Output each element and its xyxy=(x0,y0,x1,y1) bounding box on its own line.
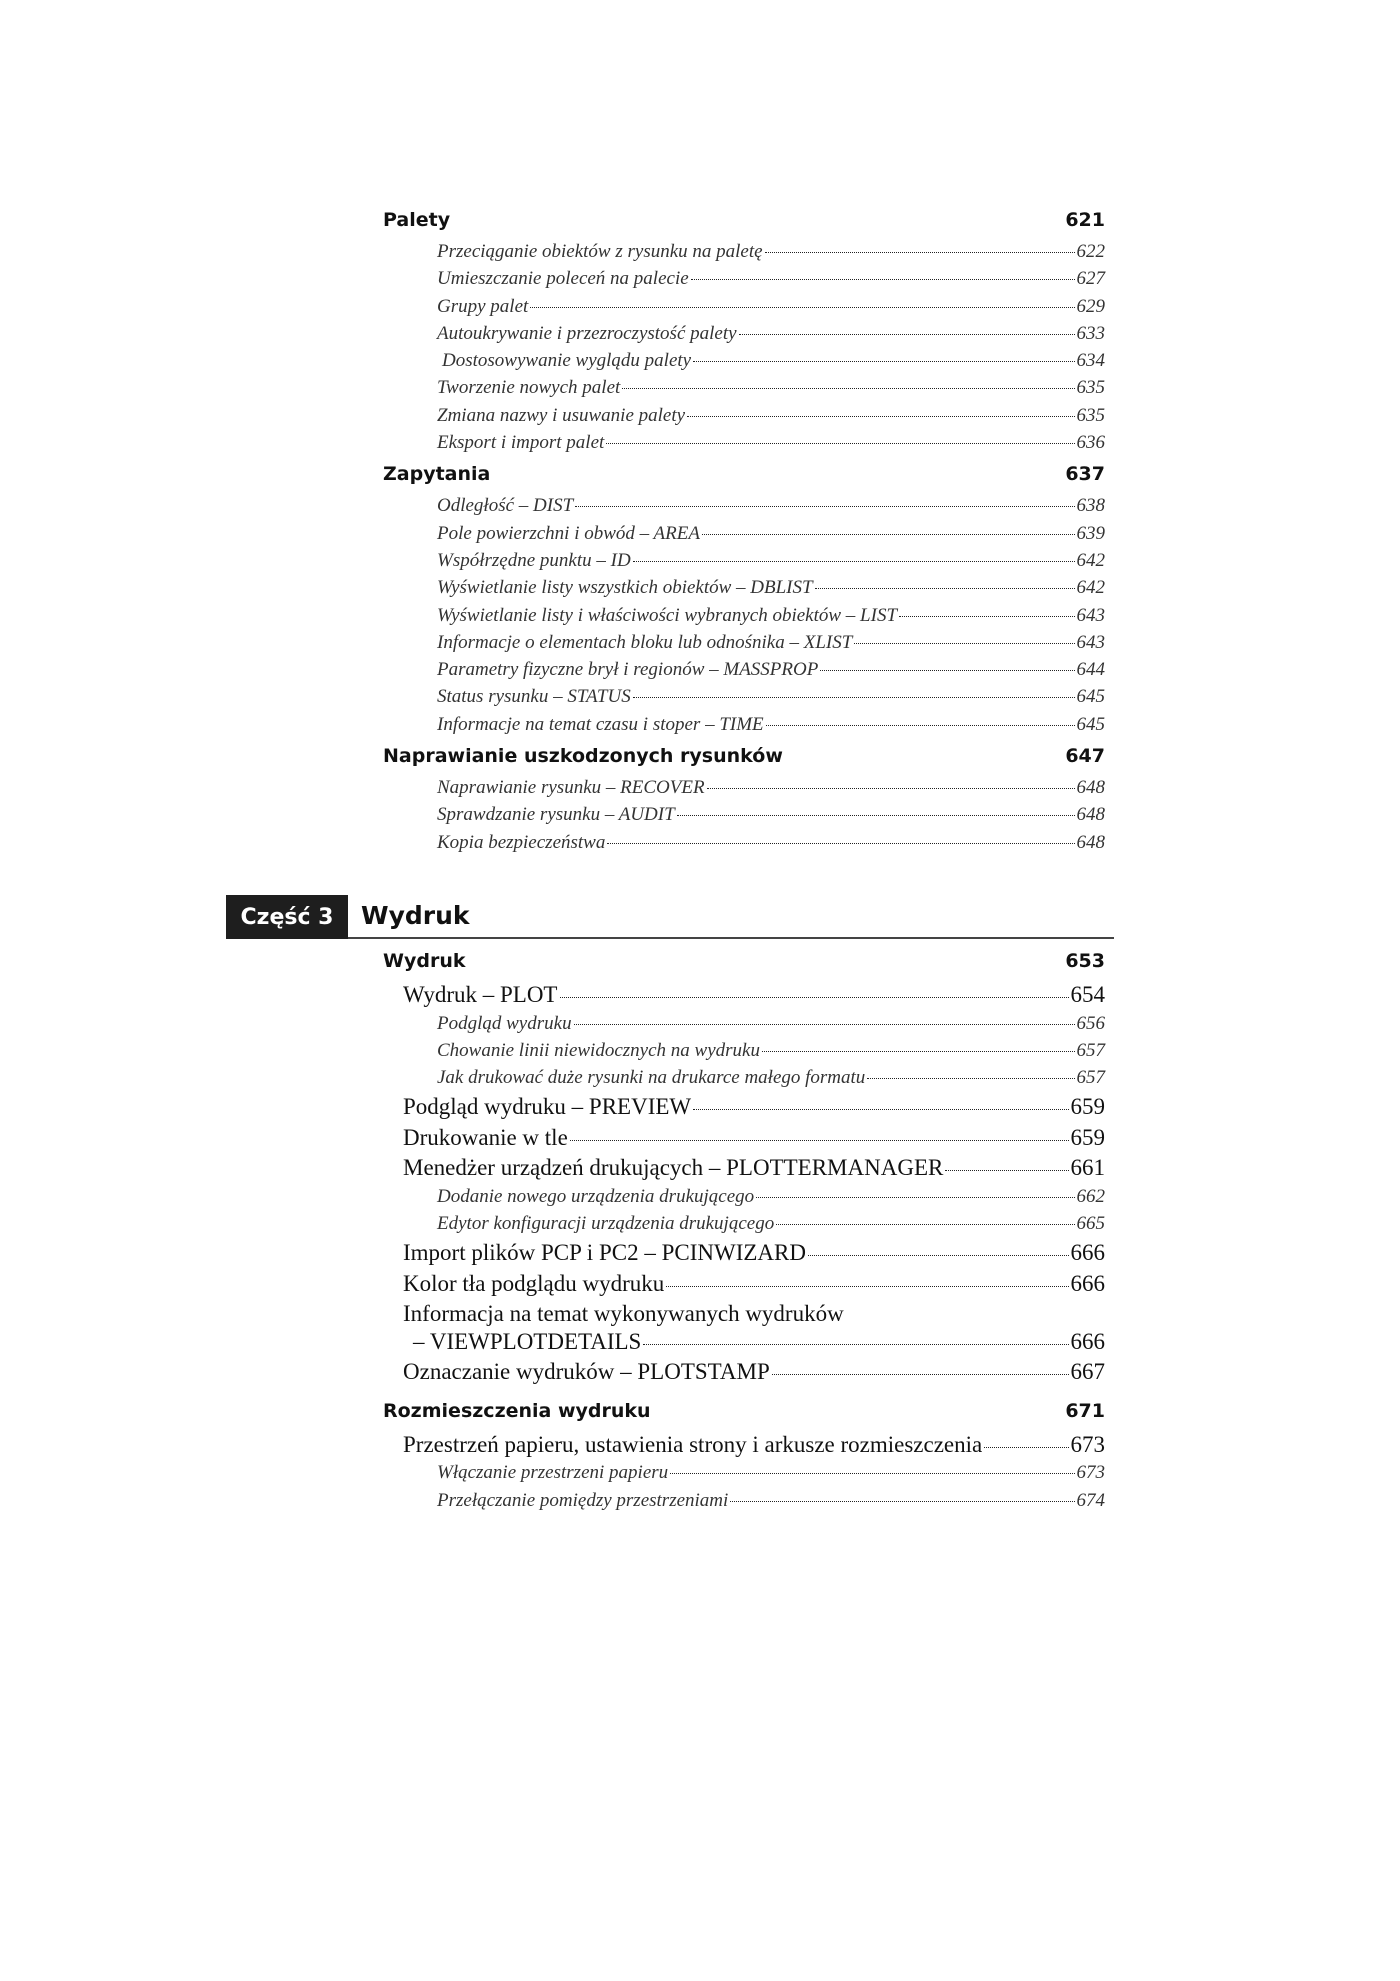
entry-page: 661 xyxy=(1070,1155,1105,1181)
dot-leader xyxy=(691,279,1075,280)
entry-title: Edytor konfiguracji urządzenia drukującego xyxy=(437,1213,775,1235)
dot-leader xyxy=(693,1109,1068,1110)
toc-entry[interactable] xyxy=(383,1013,1105,1040)
entry-title: Naprawianie rysunku – RECOVER xyxy=(437,777,705,799)
toc-entry[interactable] xyxy=(383,323,1105,350)
entry-page: 634 xyxy=(1076,350,1105,372)
entry-title: Odległość – DIST xyxy=(437,495,574,517)
toc-entry[interactable] xyxy=(383,832,1105,859)
entry-page: 639 xyxy=(1076,522,1105,544)
toc-block-2 xyxy=(383,950,1105,1517)
toc-block-1 xyxy=(383,209,1105,859)
entry-title: Przeciąganie obiektów z rysunku na paletę xyxy=(437,241,763,262)
entry-title: Informacje o elementach bloku lub odnośnika – XLIST xyxy=(437,631,853,653)
toc-entry[interactable] xyxy=(383,495,1105,522)
dot-leader xyxy=(815,588,1075,589)
section-page: 637 xyxy=(1065,463,1105,486)
toc-entry[interactable] xyxy=(383,1462,1105,1489)
toc-entry[interactable] xyxy=(383,1213,1105,1240)
entry-page: 665 xyxy=(1076,1213,1105,1235)
toc-entry[interactable] xyxy=(383,405,1105,432)
toc-entry[interactable] xyxy=(383,241,1105,268)
entry-page: 666 xyxy=(1070,1270,1105,1296)
dot-leader xyxy=(756,1197,1074,1198)
entry-page: 659 xyxy=(1070,1124,1105,1150)
entry-page: 645 xyxy=(1076,713,1105,735)
dot-leader xyxy=(687,416,1074,417)
entry-page: 643 xyxy=(1076,604,1105,626)
entry-title: Kolor tła podglądu wydruku xyxy=(403,1270,665,1296)
entry-title: Autoukrywanie i przezroczystość palety xyxy=(437,322,737,344)
dot-leader xyxy=(776,1224,1074,1225)
entry-page: 673 xyxy=(1070,1431,1105,1457)
entry-title: Kopia bezpieczeństwa xyxy=(437,831,606,853)
entry-title: Oznaczanie wydruków – PLOTSTAMP xyxy=(403,1359,770,1385)
entry-page: 648 xyxy=(1076,831,1105,853)
entry-title: Drukowanie w tle xyxy=(403,1124,568,1150)
entry-page: 659 xyxy=(1070,1094,1105,1120)
entry-page: 666 xyxy=(1070,1240,1105,1266)
entry-page: 645 xyxy=(1076,686,1105,708)
toc-section-rozmieszczenia[interactable] xyxy=(383,1400,1105,1432)
section-title: Zapytania xyxy=(383,463,491,486)
toc-entry-major[interactable] xyxy=(383,1432,1105,1463)
dot-leader xyxy=(762,1051,1075,1052)
toc-entry[interactable] xyxy=(383,1067,1105,1094)
toc-entry[interactable] xyxy=(383,268,1105,295)
entry-title: Parametry fizyczne brył i regionów – MASSPROP xyxy=(437,659,819,681)
part-title: Wydruk xyxy=(361,901,470,930)
toc-entry-major[interactable] xyxy=(383,1240,1105,1271)
toc-entry-major[interactable] xyxy=(383,1094,1105,1125)
section-page: 671 xyxy=(1065,1399,1105,1422)
dot-leader xyxy=(899,616,1074,617)
dot-leader xyxy=(622,388,1074,389)
toc-entry-major[interactable] xyxy=(383,1125,1105,1156)
entry-page: 636 xyxy=(1076,432,1105,454)
entry-page: 662 xyxy=(1076,1185,1105,1207)
toc-entry-major-wrapped[interactable] xyxy=(383,1301,1105,1359)
dot-leader xyxy=(984,1447,1068,1448)
entry-title: Grupy palet xyxy=(437,295,529,317)
entry-page: 642 xyxy=(1076,549,1105,571)
dot-leader xyxy=(854,643,1074,644)
dot-leader xyxy=(666,1286,1068,1287)
toc-entry[interactable] xyxy=(383,550,1105,577)
dot-leader xyxy=(677,815,1075,816)
toc-entry[interactable] xyxy=(383,296,1105,323)
section-page: 653 xyxy=(1065,950,1105,972)
dot-leader xyxy=(670,1473,1074,1474)
entry-title: Współrzędne punktu – ID xyxy=(437,549,631,571)
entry-page: 642 xyxy=(1076,577,1105,599)
entry-title: Sprawdzanie rysunku – AUDIT xyxy=(437,804,675,826)
dot-leader xyxy=(633,697,1075,698)
toc-entry[interactable] xyxy=(383,350,1105,377)
dot-leader xyxy=(739,334,1075,335)
section-page: 621 xyxy=(1065,209,1105,231)
dot-leader xyxy=(530,307,1074,308)
entry-title: Eksport i import palet xyxy=(437,432,605,454)
entry-page: 673 xyxy=(1076,1462,1105,1484)
entry-title: Chowanie linii niewidocznych na wydruku xyxy=(437,1039,760,1061)
dot-leader xyxy=(867,1078,1074,1079)
dot-leader xyxy=(730,1501,1074,1502)
part-header xyxy=(226,895,1114,939)
entry-page: 666 xyxy=(1070,1329,1105,1355)
entry-title: Tworzenie nowych palet xyxy=(437,377,621,399)
entry-page: 648 xyxy=(1076,804,1105,826)
dot-leader xyxy=(643,1344,1068,1345)
toc-section-zapytania[interactable] xyxy=(383,463,1105,495)
entry-title: Przełączanie pomiędzy przestrzeniami xyxy=(437,1489,729,1511)
toc-entry[interactable] xyxy=(383,1490,1105,1517)
entry-title: Umieszczanie poleceń na palecie xyxy=(437,268,689,290)
dot-leader xyxy=(607,843,1074,844)
dot-leader xyxy=(820,670,1074,671)
entry-title: Menedżer urządzeń drukujących – PLOTTERMANAGER xyxy=(403,1155,944,1181)
dot-leader xyxy=(945,1170,1068,1171)
section-title: Palety xyxy=(383,209,451,231)
toc-section-naprawianie[interactable] xyxy=(383,745,1105,777)
entry-title: Podgląd wydruku – PREVIEW xyxy=(403,1094,692,1120)
entry-title: Wyświetlanie listy wszystkich obiektów – DBLIST xyxy=(437,577,813,599)
entry-page: 627 xyxy=(1076,268,1105,290)
dot-leader xyxy=(766,725,1075,726)
section-page: 647 xyxy=(1065,745,1105,768)
toc-entry[interactable] xyxy=(383,1186,1105,1213)
entry-title: Podgląd wydruku xyxy=(437,1012,572,1034)
entry-title: Wyświetlanie listy i właściwości wybranych obiektów – LIST xyxy=(437,604,898,626)
entry-title: Import plików PCP i PC2 – PCINWIZARD xyxy=(403,1240,806,1266)
entry-page: 643 xyxy=(1076,631,1105,653)
entry-title-line2: – VIEWPLOTDETAILS xyxy=(413,1329,642,1355)
toc-entry[interactable] xyxy=(383,523,1105,550)
entry-page: 657 xyxy=(1076,1067,1105,1089)
part-badge: Część 3 xyxy=(226,895,348,939)
toc-section-palety[interactable] xyxy=(383,209,1105,241)
toc-entry[interactable] xyxy=(383,1040,1105,1067)
toc-entry[interactable] xyxy=(383,686,1105,713)
entry-page: 635 xyxy=(1076,377,1105,399)
toc-entry-major[interactable] xyxy=(383,982,1105,1013)
entry-page: 644 xyxy=(1076,659,1105,681)
entry-page: 657 xyxy=(1076,1039,1105,1061)
toc-entry[interactable] xyxy=(383,577,1105,604)
entry-page: 633 xyxy=(1076,322,1105,344)
toc-entry-major[interactable] xyxy=(383,1155,1105,1186)
dot-leader xyxy=(570,1140,1069,1141)
toc-section-wydruk[interactable] xyxy=(383,950,1105,982)
dot-leader xyxy=(772,1374,1069,1375)
dot-leader xyxy=(606,443,1074,444)
toc-entry[interactable] xyxy=(383,432,1105,459)
entry-title: Dostosowywanie wyglądu palety xyxy=(442,350,692,372)
toc-entry[interactable] xyxy=(383,804,1105,831)
entry-title: Pole powierzchni i obwód – AREA xyxy=(437,522,700,544)
toc-entry[interactable] xyxy=(383,659,1105,686)
dot-leader xyxy=(707,788,1075,789)
entry-title: Dodanie nowego urządzenia drukującego xyxy=(437,1185,755,1207)
entry-title: Status rysunku – STATUS xyxy=(437,686,631,708)
section-title: Rozmieszczenia wydruku xyxy=(383,1399,651,1422)
entry-page: 629 xyxy=(1076,295,1105,317)
entry-title: Informacje na temat czasu i stoper – TIME xyxy=(437,713,764,735)
toc-entry[interactable] xyxy=(383,605,1105,632)
dot-leader xyxy=(808,1255,1069,1256)
dot-leader xyxy=(765,252,1075,253)
section-title: Naprawianie uszkodzonych rysunków xyxy=(383,745,783,768)
dot-leader xyxy=(702,534,1075,535)
entry-page: 667 xyxy=(1070,1359,1105,1385)
entry-page: 638 xyxy=(1076,495,1105,517)
dot-leader xyxy=(574,1024,1075,1025)
section-title: Wydruk xyxy=(383,950,466,972)
dot-leader xyxy=(693,361,1074,362)
toc-entry[interactable] xyxy=(383,632,1105,659)
entry-title: Włączanie przestrzeni papieru xyxy=(437,1462,669,1484)
entry-title: Przestrzeń papieru, ustawienia strony i arkusze rozmieszczenia xyxy=(403,1431,983,1457)
entry-page: 654 xyxy=(1070,982,1105,1007)
entry-page: 648 xyxy=(1076,777,1105,799)
entry-page: 674 xyxy=(1076,1489,1105,1511)
part-rule xyxy=(348,937,1114,939)
toc-entry-major[interactable] xyxy=(383,1271,1105,1302)
entry-title-line1: Informacja na temat wykonywanych wydruków xyxy=(403,1301,844,1327)
entry-page: 656 xyxy=(1076,1012,1105,1034)
dot-leader xyxy=(560,997,1069,998)
entry-page: 635 xyxy=(1076,404,1105,426)
toc-entry-major[interactable] xyxy=(383,1359,1105,1390)
entry-title: Wydruk – PLOT xyxy=(403,982,558,1007)
toc-entry[interactable] xyxy=(383,714,1105,741)
toc-entry[interactable] xyxy=(383,377,1105,404)
toc-entry[interactable] xyxy=(383,777,1105,804)
dot-leader xyxy=(575,506,1074,507)
entry-title: Zmiana nazwy i usuwanie palety xyxy=(437,404,686,426)
entry-title: Jak drukować duże rysunki na drukarce małego formatu xyxy=(437,1067,866,1089)
entry-page: 622 xyxy=(1076,241,1105,262)
dot-leader xyxy=(633,561,1075,562)
